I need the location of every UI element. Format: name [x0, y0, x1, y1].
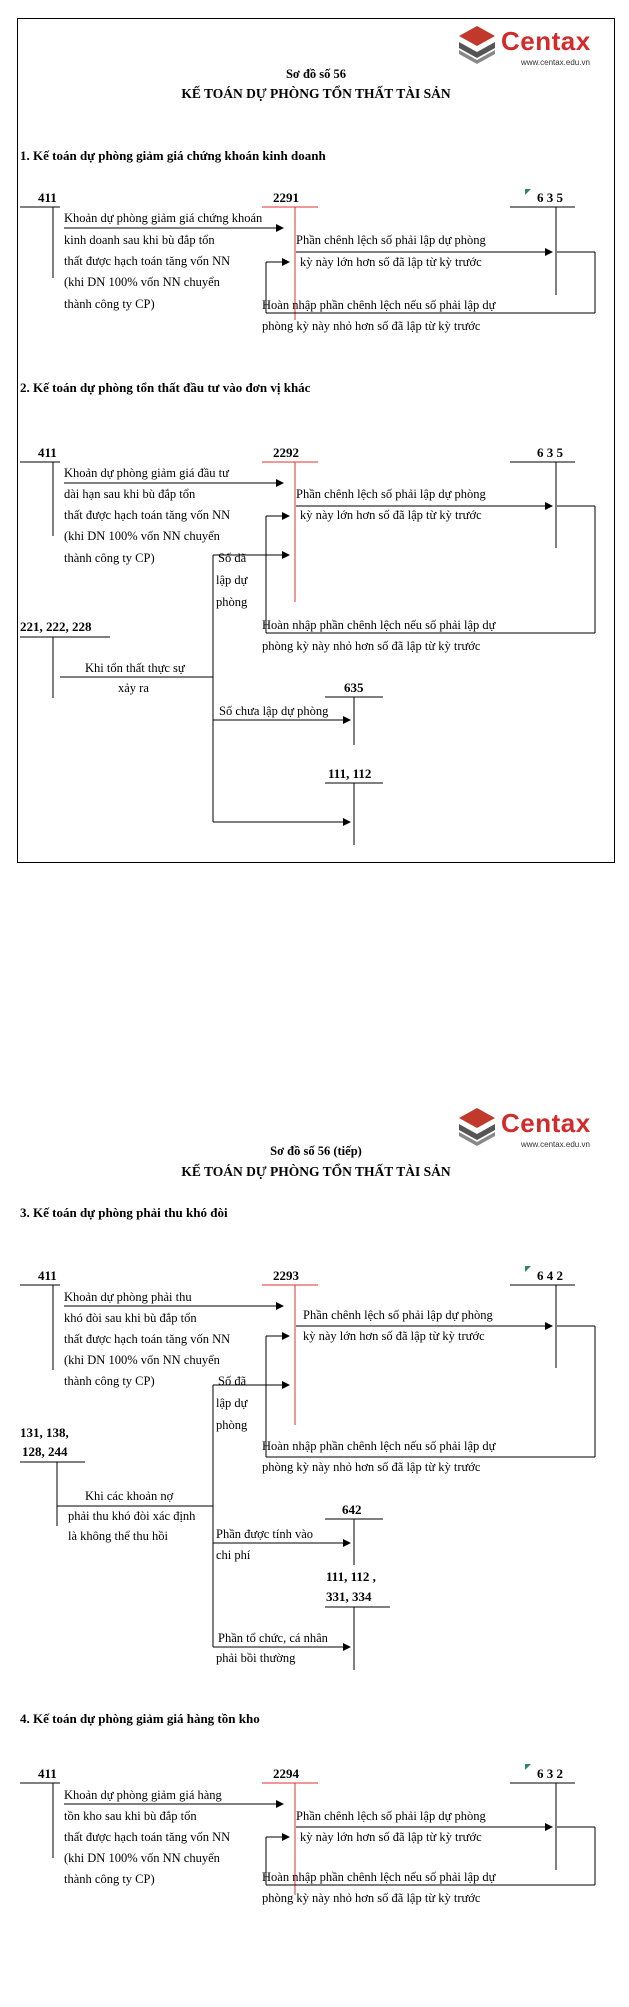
brand-name: Centax	[501, 1108, 591, 1138]
text-line: Phần chênh lệch số phải lập dự phòng	[296, 1809, 486, 1823]
text-line: Khoản dự phòng giảm giá đầu tư	[64, 466, 229, 480]
text-line: kỳ này lớn hơn số đã lập từ kỳ trước	[300, 1830, 482, 1844]
page-title: KẾ TOÁN DỰ PHÒNG TỔN THẤT TÀI SẢN	[181, 1164, 451, 1179]
text-line: (khi DN 100% vốn NN chuyển	[64, 1851, 220, 1865]
account-label: 411	[38, 1766, 57, 1781]
section-heading: 4. Kế toán dự phòng giảm giá hàng tồn kho	[20, 1711, 260, 1726]
text-line: chi phí	[216, 1548, 251, 1562]
text-line: thành công ty CP)	[64, 551, 155, 565]
text-line: Hoàn nhập phần chênh lệch nếu số phải lập dự	[262, 298, 496, 312]
account-label: 128, 244	[22, 1444, 68, 1459]
account-label: 111, 112	[328, 766, 372, 781]
account-label: 6 4 2	[537, 1268, 563, 1283]
text-line: phòng kỳ này nhỏ hơn số đã lập từ kỳ trước	[262, 639, 481, 653]
account-label: 6 3 2	[537, 1766, 563, 1781]
text-line: Phần chênh lệch số phải lập dự phòng	[296, 487, 486, 501]
text-line: Hoàn nhập phần chênh lệch nếu số phải lập dự	[262, 1870, 496, 1884]
section-heading: 1. Kế toán dự phòng giảm giá chứng khoán kinh doanh	[20, 148, 326, 163]
section-heading: 2. Kế toán dự phòng tổn thất đầu tư vào đơn vị khác	[20, 380, 311, 395]
text-line: lập dự	[216, 573, 248, 587]
text-line: phòng kỳ này nhỏ hơn số đã lập từ kỳ trước	[262, 319, 481, 333]
account-label: 131, 138,	[20, 1425, 69, 1440]
account-label: 111, 112 ,	[326, 1569, 376, 1584]
text-line: thất được hạch toán tăng vốn NN	[64, 254, 231, 268]
text-line: Khoản dự phòng giảm giá hàng	[64, 1788, 222, 1802]
text-line: Khi các khoản nợ	[85, 1489, 174, 1503]
brand-name: Centax	[501, 26, 591, 56]
text-line: Hoàn nhập phần chênh lệch nếu số phải lập dự	[262, 618, 496, 632]
text-line: khó đòi sau khi bù đắp tổn	[64, 1311, 197, 1325]
text-line: tồn kho sau khi bù đắp tổn	[64, 1809, 197, 1823]
account-label: 642	[342, 1502, 362, 1517]
text-line: kinh doanh sau khi bù đắp tổn	[64, 233, 215, 247]
text-line: phải thu khó đòi xác định	[68, 1509, 196, 1523]
centax-logo-icon	[455, 1104, 501, 1146]
text-line: Phần được tính vào	[216, 1527, 314, 1541]
text-line: phòng kỳ này nhỏ hơn số đã lập từ kỳ trước	[262, 1891, 481, 1905]
text-line: phải bồi thường	[216, 1651, 296, 1665]
page-subtitle: Sơ đồ số 56 (tiếp)	[270, 1144, 362, 1158]
text-line: Phần tổ chức, cá nhân	[218, 1631, 328, 1645]
account-label: 2292	[273, 445, 299, 460]
text-line: Khi tổn thất thực sự	[85, 661, 185, 675]
text-line: kỳ này lớn hơn số đã lập từ kỳ trước	[300, 255, 482, 269]
text-line: Số đã	[218, 551, 247, 565]
account-label: 411	[38, 190, 57, 205]
account-label: 331, 334	[326, 1589, 372, 1604]
account-label: 2294	[273, 1766, 299, 1781]
page-subtitle: Sơ đồ số 56	[285, 67, 347, 81]
account-label: 6 3 5	[537, 190, 563, 205]
text-line: thành công ty CP)	[64, 1374, 155, 1388]
page-title: KẾ TOÁN DỰ PHÒNG TỔN THẤT TÀI SẢN	[181, 86, 451, 101]
text-line: phòng kỳ này nhỏ hơn số đã lập từ kỳ trước	[262, 1460, 481, 1474]
account-label: 411	[38, 1268, 57, 1283]
text-line: thất được hạch toán tăng vốn NN	[64, 1830, 231, 1844]
text-line: kỳ này lớn hơn số đã lập từ kỳ trước	[300, 508, 482, 522]
account-label: 6 3 5	[537, 445, 563, 460]
text-line: Số chưa lập dự phòng	[219, 704, 329, 718]
text-line: thành công ty CP)	[64, 297, 155, 311]
text-line: (khi DN 100% vốn NN chuyển	[64, 275, 220, 289]
text-line: thất được hạch toán tăng vốn NN	[64, 1332, 231, 1346]
account-label: 221, 222, 228	[20, 619, 92, 634]
account-label: 2293	[273, 1268, 299, 1283]
section-heading: 3. Kế toán dự phòng phải thu khó đòi	[20, 1205, 228, 1220]
brand-website: www.centax.edu.vn	[521, 58, 590, 67]
text-line: là không thể thu hồi	[68, 1529, 168, 1543]
text-line: Phần chênh lệch số phải lập dự phòng	[296, 233, 486, 247]
text-line: phòng	[216, 1418, 248, 1432]
text-line: xảy ra	[118, 681, 149, 695]
text-line: Khoản dự phòng giảm giá chứng khoán	[64, 211, 263, 225]
text-line: Khoản dự phòng phải thu	[64, 1290, 192, 1304]
brand-website: www.centax.edu.vn	[521, 1140, 590, 1149]
text-line: thành công ty CP)	[64, 1872, 155, 1886]
text-line: dài hạn sau khi bù đắp tổn	[64, 487, 196, 501]
account-label: 411	[38, 445, 57, 460]
text-line: Phần chênh lệch số phải lập dự phòng	[303, 1308, 493, 1322]
text-line: (khi DN 100% vốn NN chuyển	[64, 529, 220, 543]
centax-logo-icon	[455, 22, 501, 64]
text-line: Số đã	[218, 1374, 247, 1388]
text-line: kỳ này lớn hơn số đã lập từ kỳ trước	[303, 1329, 485, 1343]
account-label: 635	[344, 680, 364, 695]
text-line: thất được hạch toán tăng vốn NN	[64, 508, 231, 522]
text-line: (khi DN 100% vốn NN chuyển	[64, 1353, 220, 1367]
text-line: Hoàn nhập phần chênh lệch nếu số phải lập dự	[262, 1439, 496, 1453]
account-label: 2291	[273, 190, 299, 205]
centax-logo	[455, 22, 615, 68]
text-line: lập dự	[216, 1396, 248, 1410]
text-line: phòng	[216, 595, 248, 609]
